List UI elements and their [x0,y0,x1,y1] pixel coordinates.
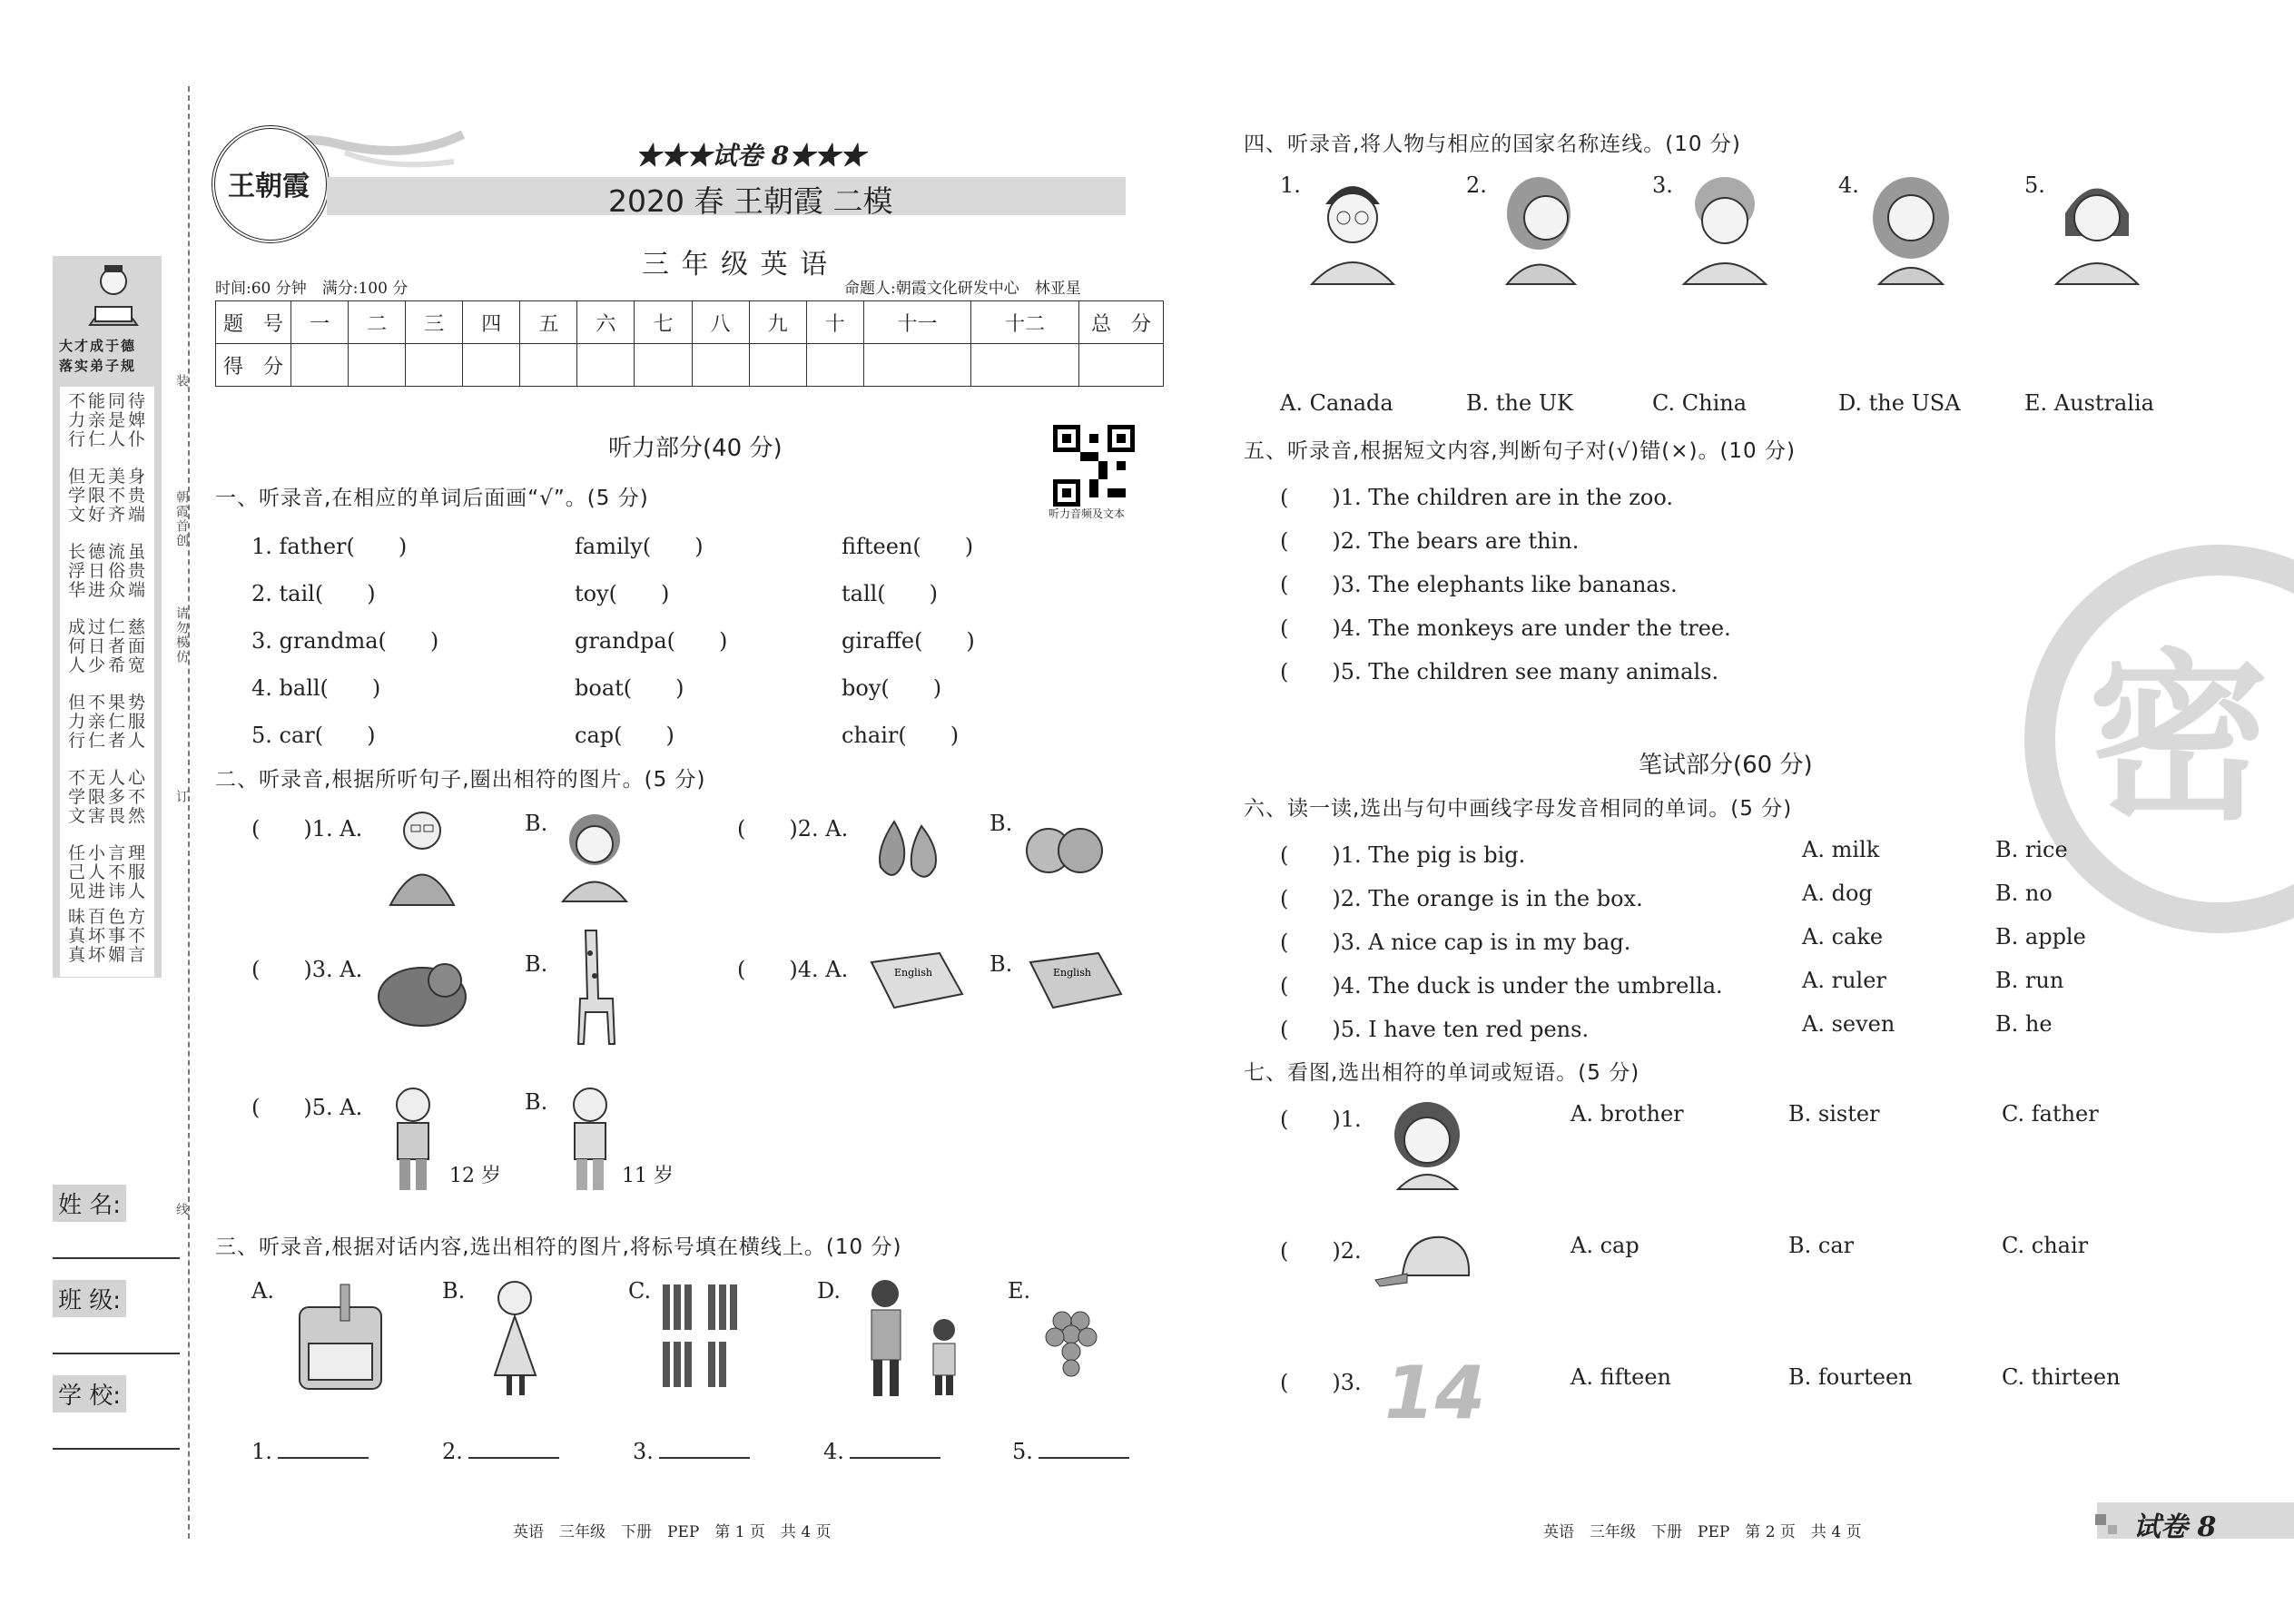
phonics-question: ( )2. The orange is in the box. [1280,886,1643,911]
option-c[interactable]: C. thirteen [2002,1364,2121,1390]
word-item[interactable]: 3. grandma( ) [251,628,439,654]
maxim: 不能同待 力亲是婢 行仁人仆 [68,391,149,449]
option-label: B. [525,811,548,836]
qr-code-icon[interactable] [1053,425,1135,510]
question-number: ( )3. [1280,1370,1362,1395]
word-item[interactable]: cap( ) [575,723,674,748]
question-number: ( )1. [1280,1107,1362,1132]
option-b[interactable]: B. apple [1995,924,2086,950]
phonics-question: ( )5. I have ten red pens. [1280,1017,1590,1042]
question-number[interactable]: ( )5. A. [251,1095,363,1120]
question-number[interactable]: ( )1. A. [251,816,363,842]
school-label: 学 校: [53,1375,126,1412]
bear-picture[interactable] [372,953,472,1034]
class-field[interactable] [53,1353,180,1354]
phonics-question: ( )4. The duck is under the umbrella. [1280,973,1723,999]
pencils-picture[interactable] [658,1280,749,1397]
option-b[interactable]: B. rice [1995,837,2068,862]
word-item[interactable]: tall( ) [842,581,939,606]
boy-picture[interactable] [558,1085,622,1197]
word-item[interactable]: family( ) [575,534,704,559]
number-fourteen-picture: 14 [1384,1351,1486,1435]
option-label: C. [628,1278,652,1304]
country-option[interactable]: C. China [1652,390,1748,416]
question-number: 4. [1838,172,1859,198]
option-b[interactable]: B. he [1995,1011,2053,1037]
corner-paper-number: 试卷 8 [2133,1511,2217,1543]
page-footer: 英语 三年级 下册 PEP 第 1 页 共 4 页 [513,1523,832,1541]
grandpa-picture[interactable] [381,803,463,911]
english-book-picture[interactable] [862,949,967,1020]
person-portrait[interactable] [1307,168,1398,290]
schoolbag-picture[interactable] [286,1280,395,1402]
oranges-picture[interactable] [1021,822,1108,880]
age-label: 12 岁 [449,1165,501,1187]
phonics-question: ( )1. The pig is big. [1280,842,1526,868]
person-portrait[interactable] [1493,168,1584,290]
word-item[interactable]: 4. ball( ) [251,675,381,701]
word-item[interactable]: grandpa( ) [575,628,728,654]
time-info: 时间:60 分钟 满分:100 分 [215,280,409,298]
person-portrait[interactable] [1866,168,1956,290]
motto: 大才成于德 [59,338,137,354]
option-a[interactable]: A. seven [1802,1011,1895,1037]
girl-picture[interactable] [481,1275,549,1402]
english-book-picture[interactable] [1021,949,1126,1020]
phonics-question: ( )3. A nice cap is in my bag. [1280,930,1631,955]
section-title: 六、读一读,选出与句中画线字母发音相同的单词。(5 分) [1244,797,1793,821]
grandma-picture[interactable] [554,803,635,907]
class-label: 班 级: [53,1280,126,1317]
answer-blank[interactable]: 3. [633,1439,750,1464]
option-label: D. [817,1278,842,1304]
option-a[interactable]: A. brother [1570,1101,1684,1127]
option-label: E. [1008,1278,1031,1304]
maxim: 但无美身 学限不贵 文好齐端 [68,467,149,525]
option-b[interactable]: B. run [1995,968,2064,993]
cap-picture [1371,1230,1480,1297]
option-c[interactable]: C. father [2002,1101,2099,1127]
judge-item[interactable]: ( )1. The children are in the zoo. [1280,485,1673,510]
pears-picture[interactable] [871,817,953,889]
maxim: 但不果势 力亲仁服 行仁者人 [68,693,149,751]
subject-title: 三 年 级 英 语 [642,249,830,281]
word-item[interactable]: boy( ) [842,675,942,701]
word-item[interactable]: 5. car( ) [251,723,376,748]
option-label: B. [525,1089,548,1115]
girl-portrait [1384,1097,1471,1196]
father-son-picture[interactable] [853,1275,971,1402]
option-label: B. [989,811,1013,836]
maxim: 不无人心 学限多不 文害畏然 [68,768,149,826]
option-a[interactable]: A. dog [1802,881,1873,906]
name-label: 姓 名: [53,1185,126,1222]
listening-title: 听力部分(40 分) [608,435,783,462]
section-title: 一、听录音,在相应的单词后面画“√”。(5 分) [215,487,649,510]
question-number: ( )2. [1280,1238,1362,1264]
written-title: 笔试部分(60 分) [1639,752,1813,779]
option-a[interactable]: A. fifteen [1570,1364,1671,1390]
author-info: 命题人:朝霞文化研发中心 林亚星 [844,280,1081,298]
question-number[interactable]: ( )3. A. [251,957,363,982]
word-item[interactable]: 1. father( ) [251,534,408,559]
person-portrait[interactable] [1679,168,1770,290]
maxim: 成过仁慈 何日者面 人少希宽 [68,617,149,675]
country-option[interactable]: A. Canada [1280,390,1393,416]
judge-item[interactable]: ( )2. The bears are thin. [1280,528,1580,554]
binding-dashed-line [188,86,190,1539]
name-field[interactable] [53,1257,180,1259]
section-title: 五、听录音,根据短文内容,判断句子对(√)错(×)。(10 分) [1244,439,1796,463]
option-a[interactable]: A. ruler [1802,968,1886,993]
question-number: 1. [1280,172,1301,198]
option-label: B. [989,951,1013,977]
question-number[interactable]: ( )4. A. [737,957,849,982]
judge-item[interactable]: ( )4. The monkeys are under the tree. [1280,615,1731,641]
vertical-note: 请勿模仿 [174,606,189,664]
section-title: 二、听录音,根据所听句子,圈出相符的图片。(5 分) [215,768,706,792]
judge-item[interactable]: ( )5. The children see many animals. [1280,659,1719,684]
motto: 落实弟子规 [59,358,137,374]
score-table: 题 号 一 二 三 四 五 六 七 八 九 十 十一 十二 总 分 得 分 [215,300,1164,387]
option-label: A. [251,1278,274,1304]
option-b[interactable]: B. fourteen [1788,1364,1913,1390]
question-number: 3. [1652,172,1673,198]
binding-mark: 订 [174,790,189,804]
age-label: 11 岁 [622,1165,674,1187]
maxim: 任小言理 己人不服 见进讳人 [68,843,149,901]
binding-mark: 线 [174,1203,189,1217]
word-item[interactable]: chair( ) [842,723,960,748]
question-number: 2. [1466,172,1487,198]
school-field[interactable] [53,1448,180,1450]
section-title: 四、听录音,将人物与相应的国家名称连线。(10 分) [1244,133,1741,156]
country-option[interactable]: D. the USA [1838,390,1961,416]
word-item[interactable]: giraffe( ) [842,628,975,654]
word-item[interactable]: 2. tail( ) [251,581,376,606]
svg-text:English: English [894,967,932,979]
judge-item[interactable]: ( )3. The elephants like bananas. [1280,572,1678,597]
option-label: B. [525,951,548,977]
brand-logo: 王朝霞 [212,125,330,243]
word-item[interactable]: fifteen( ) [842,534,974,559]
answer-blank[interactable]: 4. [823,1439,940,1464]
section-title: 七、看图,选出相符的单词或短语。(5 分) [1244,1061,1640,1085]
word-item[interactable]: boat( ) [575,675,684,701]
question-number: 5. [2024,172,2045,198]
corner-square [2108,1525,2117,1534]
question-number[interactable]: ( )2. A. [737,816,849,842]
option-b[interactable]: B. no [1995,881,2053,906]
paper-number: ★★★试卷 8★★★ [635,141,866,171]
seal-watermark: 密 [2024,545,2294,933]
exam-title: 2020 春 王朝霞 二模 [608,183,893,219]
option-label: B. [442,1278,466,1304]
grapes-picture[interactable] [1035,1294,1112,1388]
qr-caption: 听力音频及文本 [1049,507,1126,520]
option-b[interactable]: B. car [1788,1233,1855,1258]
boy-picture[interactable] [381,1085,445,1197]
option-b[interactable]: B. sister [1788,1101,1880,1127]
vertical-note: 朝霞首创 [174,490,189,548]
answer-blank[interactable]: 1. [251,1439,369,1464]
word-item[interactable]: toy( ) [575,581,670,606]
binding-mark: 装 [174,374,189,389]
corner-square [2095,1514,2106,1525]
country-option[interactable]: B. the UK [1466,390,1573,416]
country-option[interactable]: E. Australia [2024,390,2154,416]
answer-blank[interactable]: 5. [1012,1439,1129,1464]
scholar-icon [77,261,150,334]
page-footer: 英语 三年级 下册 PEP 第 2 页 共 4 页 [1543,1523,1862,1541]
giraffe-picture[interactable] [558,926,631,1052]
section-title: 三、听录音,根据对话内容,选出相符的图片,将标号填在横线上。(10 分) [215,1235,902,1259]
maxim: 昧百色方 真坏事不 真坏媚言 [68,907,149,965]
option-a[interactable]: A. cap [1570,1233,1639,1258]
option-c[interactable]: C. chair [2002,1233,2089,1258]
answer-blank[interactable]: 2. [442,1439,559,1464]
maxim: 长德流虽 浮日俗贵 华进众端 [68,542,149,600]
option-a[interactable]: A. milk [1802,837,1880,862]
option-a[interactable]: A. cake [1802,924,1884,950]
svg-text:English: English [1053,967,1091,979]
person-portrait[interactable] [2052,168,2142,290]
